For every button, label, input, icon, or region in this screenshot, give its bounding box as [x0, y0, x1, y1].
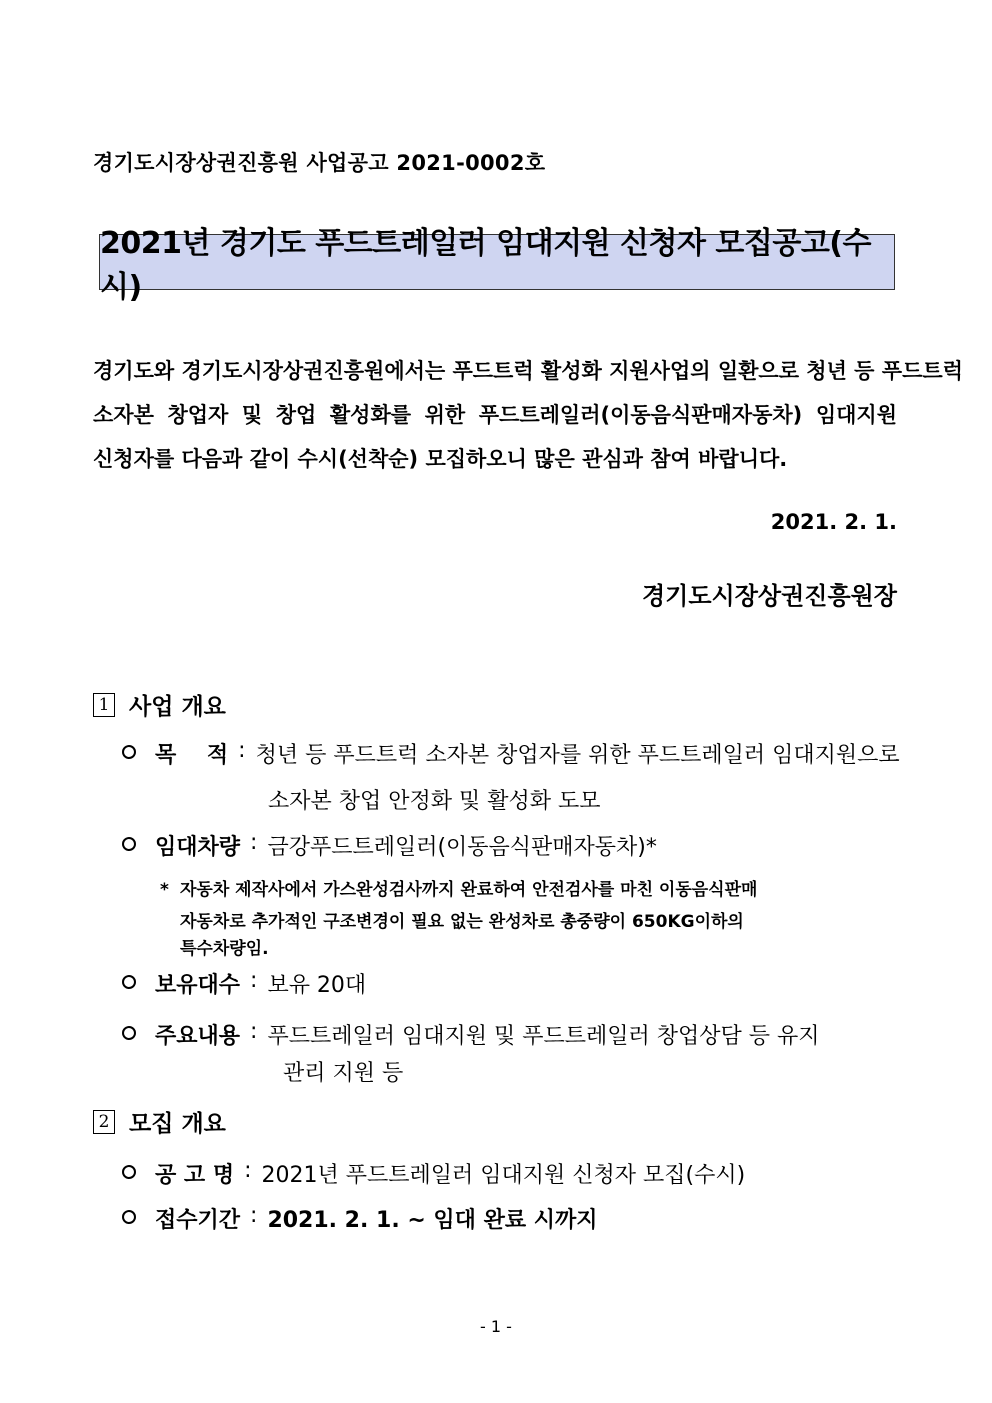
- item-value: 2021. 2. 1. ~ 임대 완료 시까지: [267, 1208, 598, 1233]
- item-application-period: [122, 1203, 598, 1234]
- section-2-heading: [93, 1105, 226, 1138]
- section-1-heading: [93, 688, 226, 721]
- item-label: 공 고 명: [155, 1163, 235, 1188]
- item-label: 주요내용: [155, 1024, 241, 1049]
- item-label: 목 적: [155, 743, 229, 768]
- organization-head: 경기도시장상권진흥원장: [641, 582, 897, 610]
- section-2-number: 2: [93, 1110, 115, 1134]
- item-main-content-cont: 관리 지원 등: [283, 1061, 404, 1086]
- intro-line-1: 경기도와 경기도시장상권진흥원에서는 푸드트럭 활성화 지원사업의 일환으로 청년 등 푸드트럭: [93, 359, 963, 383]
- item-value: 보유 20대: [267, 973, 367, 998]
- item-colon: :: [250, 968, 258, 993]
- item-colon: :: [250, 830, 258, 855]
- footnote-line-1: [160, 877, 757, 904]
- item-label: 보유대수: [155, 973, 241, 998]
- bullet-circle-icon: [122, 975, 136, 989]
- section-2-title: 모집 개요: [129, 1111, 226, 1137]
- announcement-date: 2021. 2. 1.: [770, 510, 897, 534]
- section-1-number: 1: [93, 693, 115, 717]
- item-notice-name: [122, 1158, 745, 1189]
- footnote-text: 자동차 제작사에서 가스완성검사까지 완료하여 안전검사를 마친 이동음식판매: [180, 880, 758, 900]
- item-vehicle: [122, 830, 657, 861]
- section-1-title: 사업 개요: [129, 694, 226, 720]
- bullet-circle-icon: [122, 837, 136, 851]
- item-value: 2021년 푸드트레일러 임대지원 신청자 모집(수시): [261, 1163, 746, 1188]
- intro-line-2: 소자본 창업자 및 창업 활성화를 위한 푸드트레일러(이동음식판매자동차) 임대지원: [93, 403, 897, 427]
- item-colon: :: [250, 1203, 258, 1228]
- item-label: 임대차량: [155, 835, 241, 860]
- item-purpose: [122, 738, 900, 769]
- bullet-circle-icon: [122, 1165, 136, 1179]
- title-box: [99, 226, 895, 305]
- intro-line-3: 신청자를 다음과 같이 수시(선착순) 모집하오니 많은 관심과 참여 바랍니다.: [93, 447, 788, 471]
- bullet-circle-icon: [122, 1026, 136, 1040]
- item-value: 청년 등 푸드트럭 소자본 창업자를 위한 푸드트레일러 임대지원으로: [255, 743, 900, 768]
- item-colon: :: [250, 1019, 258, 1044]
- notice-number: 경기도시장상권진흥원 사업공고 2021-0002호: [93, 151, 546, 175]
- footnote-line-2: 자동차로 추가적인 구조변경이 필요 없는 완성차로 총중량이 650KG이하의: [180, 912, 744, 932]
- item-value: 금강푸드트레일러(이동음식판매자동차)*: [267, 835, 657, 860]
- bullet-circle-icon: [122, 745, 136, 759]
- footnote-star: *: [160, 880, 169, 900]
- footnote-line-3: 특수차량임.: [180, 939, 269, 959]
- item-quantity: [122, 968, 366, 999]
- bullet-circle-icon: [122, 1210, 136, 1224]
- page-number: - 1 -: [480, 1317, 512, 1336]
- item-label: 접수기간: [155, 1208, 241, 1233]
- item-colon: :: [244, 1158, 252, 1183]
- item-purpose-cont: 소자본 창업 안정화 및 활성화 도모: [268, 789, 601, 814]
- page-title: 2021년 경기도 푸드트레일러 임대지원 신청자 모집공고(수시): [100, 226, 871, 305]
- item-colon: :: [238, 738, 246, 763]
- item-value: 푸드트레일러 임대지원 및 푸드트레일러 창업상담 등 유지: [267, 1024, 820, 1049]
- item-main-content: [122, 1019, 819, 1050]
